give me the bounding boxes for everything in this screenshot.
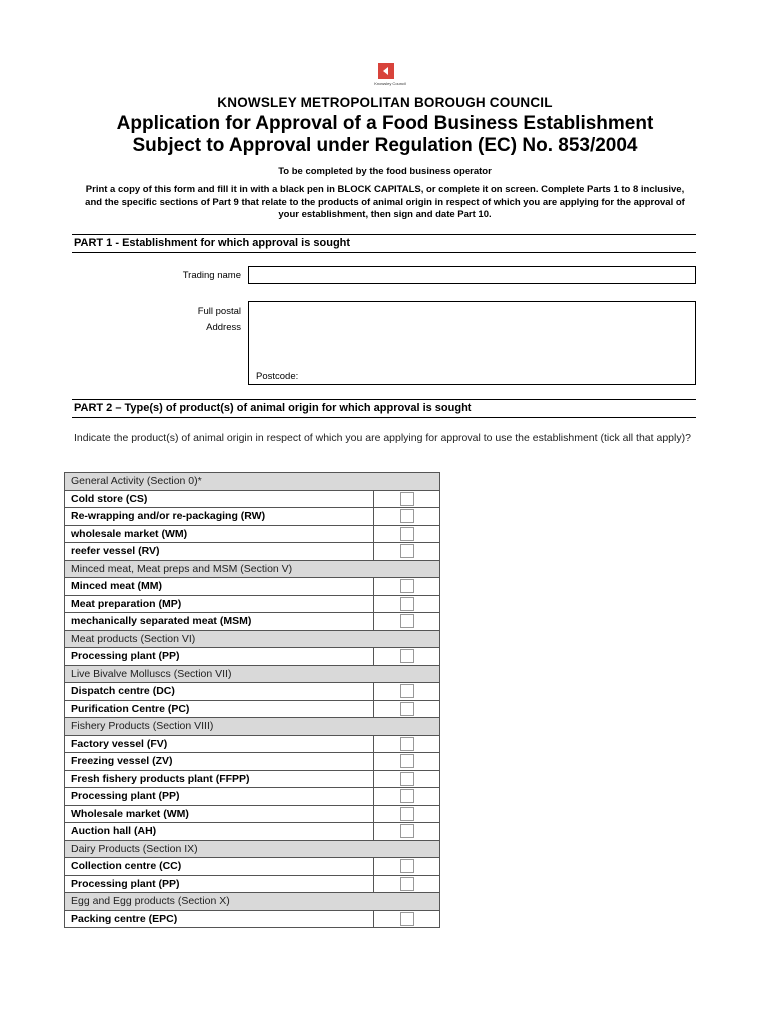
part1-heading: PART 1 - Establishment for which approval is sought [72,234,696,253]
table-row [65,753,440,771]
section-row [65,840,440,858]
table-row [65,910,440,928]
checkbox-cell [374,490,440,508]
table-row [65,805,440,823]
product-type-table [64,472,440,928]
product-label: Processing plant (PP) [65,875,374,893]
checkbox-cell [374,578,440,596]
section-title: General Activity (Section 0)* [65,473,440,491]
section-title: Egg and Egg products (Section X) [65,893,440,911]
table-row [65,508,440,526]
checkbox-cell [374,875,440,893]
product-label: Fresh fishery products plant (FFPP) [65,770,374,788]
product-label: Auction hall (AH) [65,823,374,841]
product-checkbox[interactable] [400,912,414,926]
postal-address-label-1: Full postal [197,306,241,317]
table-row [65,613,440,631]
table-row [65,648,440,666]
table-row [65,735,440,753]
product-label: Processing plant (PP) [65,648,374,666]
council-name: KNOWSLEY METROPOLITAN BOROUGH COUNCIL [217,95,553,110]
product-label: Packing centre (EPC) [65,910,374,928]
product-checkbox[interactable] [400,597,414,611]
checkbox-cell [374,805,440,823]
product-checkbox[interactable] [400,544,414,558]
product-checkbox[interactable] [400,509,414,523]
checkbox-cell [374,648,440,666]
checkbox-cell [374,753,440,771]
product-checkbox[interactable] [400,684,414,698]
product-checkbox[interactable] [400,492,414,506]
section-title: Minced meat, Meat preps and MSM (Section V) [65,560,440,578]
product-label: wholesale market (WM) [65,525,374,543]
product-checkbox[interactable] [400,824,414,838]
product-label: Re-wrapping and/or re-packaging (RW) [65,508,374,526]
section-row [65,718,440,736]
product-label: Cold store (CS) [65,490,374,508]
checkbox-cell [374,700,440,718]
council-logo-icon [378,63,394,79]
postcode-label: Postcode: [256,371,299,382]
product-checkbox[interactable] [400,877,414,891]
product-label: Wholesale market (WM) [65,805,374,823]
checkbox-cell [374,543,440,561]
checkbox-cell [374,788,440,806]
table-row [65,683,440,701]
section-title: Dairy Products (Section IX) [65,840,440,858]
product-checkbox[interactable] [400,859,414,873]
product-checkbox[interactable] [400,649,414,663]
checkbox-cell [374,508,440,526]
checkbox-cell [374,910,440,928]
product-label: Meat preparation (MP) [65,595,374,613]
section-row [65,893,440,911]
product-label: Factory vessel (FV) [65,735,374,753]
form-subtitle: To be completed by the food business operator [278,166,492,177]
table-row [65,770,440,788]
product-checkbox[interactable] [400,772,414,786]
product-label: reefer vessel (RV) [65,543,374,561]
table-row [65,875,440,893]
form-title-line-1: Application for Approval of a Food Business Establishment [116,113,654,134]
table-row [65,490,440,508]
product-label: Collection centre (CC) [65,858,374,876]
table-row [65,578,440,596]
product-label: Freezing vessel (ZV) [65,753,374,771]
product-checkbox[interactable] [400,614,414,628]
product-checkbox[interactable] [400,702,414,716]
trading-name-label: Trading name [182,270,241,281]
section-title: Live Bivalve Molluscs (Section VII) [65,665,440,683]
section-title: Meat products (Section VI) [65,630,440,648]
product-label: Purification Centre (PC) [65,700,374,718]
product-label: Dispatch centre (DC) [65,683,374,701]
table-row [65,788,440,806]
trading-name-field[interactable] [248,266,696,284]
part2-heading: PART 2 – Type(s) of product(s) of animal origin for which approval is sought [72,399,696,418]
checkbox-cell [374,525,440,543]
product-checkbox[interactable] [400,754,414,768]
logo-text: Knowsley Council [374,81,406,86]
section-row [65,630,440,648]
checkbox-cell [374,613,440,631]
checkbox-cell [374,735,440,753]
product-checkbox[interactable] [400,527,414,541]
form-title-line-2: Subject to Approval under Regulation (EC) No. 853/2004 [132,135,638,156]
product-checkbox[interactable] [400,737,414,751]
form-instructions: Print a copy of this form and fill it in with a black pen in BLOCK CAPITALS, or complete it on screen. Complete Parts 1 to 8 inclusive, and the specific sections of Part 9 that relate to the products of animal origin in respect of which you are applying for the approval of your establishment, then sign and date Part 10. [85,184,685,220]
checkbox-cell [374,823,440,841]
checkbox-cell [374,858,440,876]
product-label: mechanically separated meat (MSM) [65,613,374,631]
council-logo [373,63,406,89]
product-label: Processing plant (PP) [65,788,374,806]
table-row [65,823,440,841]
product-label: Minced meat (MM) [65,578,374,596]
table-row [65,595,440,613]
checkbox-cell [374,595,440,613]
part2-intro: Indicate the product(s) of animal origin in respect of which you are applying for approval to use the establishment (tick all that apply)? [74,432,691,444]
postal-address-field[interactable] [248,301,696,385]
table-row [65,525,440,543]
product-checkbox[interactable] [400,807,414,821]
checkbox-cell [374,770,440,788]
checkbox-cell [374,683,440,701]
table-row [65,543,440,561]
section-row [65,560,440,578]
section-title: Fishery Products (Section VIII) [65,718,440,736]
product-checkbox[interactable] [400,579,414,593]
table-row [65,700,440,718]
postal-address-label-2: Address [206,322,241,333]
table-row [65,858,440,876]
product-checkbox[interactable] [400,789,414,803]
section-row [65,665,440,683]
section-row [65,473,440,491]
